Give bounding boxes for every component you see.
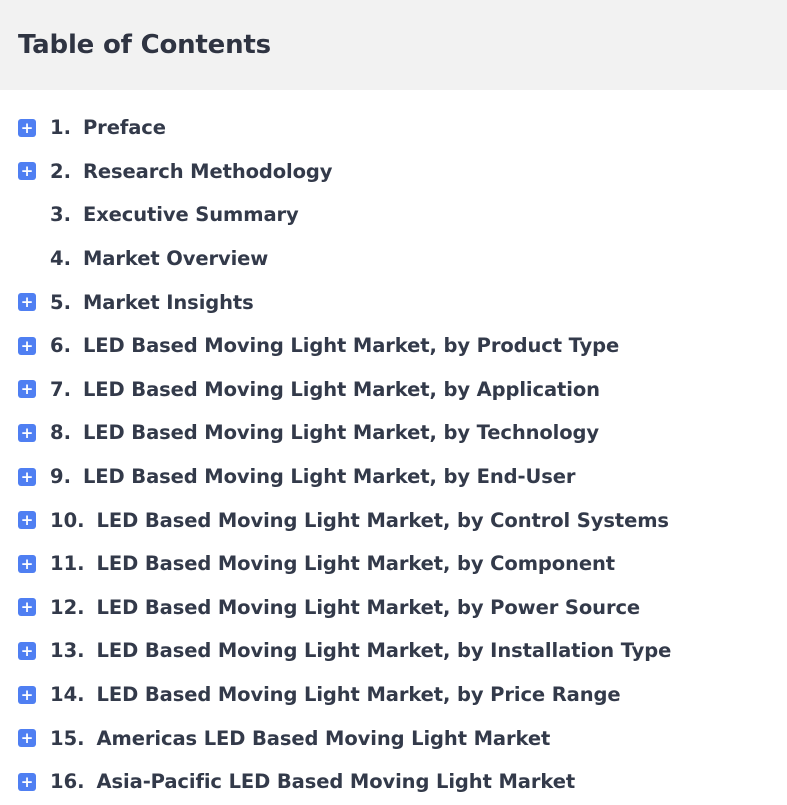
toc-item-label[interactable]: Market Insights [82, 290, 254, 314]
expand-plus-icon[interactable]: + [18, 468, 36, 486]
toc-item-number: 11. [50, 552, 85, 576]
toc-item-label[interactable]: Research Methodology [82, 159, 333, 183]
expand-plus-icon[interactable]: + [18, 511, 36, 529]
toc-item-label[interactable]: LED Based Moving Light Market, by Control Systems [96, 508, 669, 532]
toc-item-label[interactable]: LED Based Moving Light Market, by Application [82, 377, 600, 401]
toc-item-number: 6. [50, 334, 71, 358]
toc-item[interactable] [0, 673, 787, 717]
expand-plus-icon[interactable]: + [18, 337, 36, 355]
toc-item-number: 7. [50, 377, 71, 401]
toc-item-number: 13. [50, 639, 85, 663]
toc-item-number: 9. [50, 465, 71, 489]
toc-item-label[interactable]: LED Based Moving Light Market, by Installation Type [96, 639, 672, 663]
toc-item[interactable] [0, 455, 787, 499]
toc-item[interactable] [0, 324, 787, 368]
toc-item[interactable] [0, 716, 787, 760]
expand-plus-icon[interactable]: + [18, 380, 36, 398]
toc-item-number: 1. [50, 116, 71, 140]
toc-item-number: 14. [50, 683, 85, 707]
expand-plus-icon[interactable]: + [18, 119, 36, 137]
toc-item-label[interactable]: Executive Summary [82, 203, 299, 227]
toc-item[interactable] [0, 237, 787, 281]
toc-item[interactable] [0, 629, 787, 673]
expand-plus-icon[interactable]: + [18, 162, 36, 180]
expand-plus-icon[interactable]: + [18, 555, 36, 573]
page-title: Table of Contents [18, 30, 271, 60]
expand-plus-icon[interactable]: + [18, 598, 36, 616]
toc-item-number: 2. [50, 159, 71, 183]
toc-item[interactable] [0, 542, 787, 586]
toc-item-number: 3. [50, 203, 71, 227]
toc-item-label[interactable]: Americas LED Based Moving Light Market [96, 726, 551, 750]
toc-list [0, 90, 787, 804]
toc-item-label[interactable]: LED Based Moving Light Market, by End-User [82, 465, 576, 489]
toc-item[interactable] [0, 368, 787, 412]
expand-plus-icon[interactable]: + [18, 424, 36, 442]
toc-item-label[interactable]: LED Based Moving Light Market, by Power Source [96, 595, 641, 619]
toc-item-number: 4. [50, 247, 71, 271]
toc-item[interactable] [0, 280, 787, 324]
expand-plus-icon[interactable]: + [18, 642, 36, 660]
toc-item-number: 8. [50, 421, 71, 445]
toc-item-number: 5. [50, 290, 71, 314]
toc-item[interactable] [0, 193, 787, 237]
expand-plus-icon[interactable]: + [18, 686, 36, 704]
toc-item[interactable] [0, 760, 787, 804]
expand-spacer [18, 206, 36, 224]
toc-header [0, 0, 787, 90]
toc-item-label[interactable]: Asia-Pacific LED Based Moving Light Market [96, 770, 576, 794]
expand-spacer [18, 250, 36, 268]
toc-item-label[interactable]: Preface [82, 116, 166, 140]
expand-plus-icon[interactable]: + [18, 729, 36, 747]
toc-item[interactable] [0, 586, 787, 630]
toc-item-number: 10. [50, 508, 85, 532]
toc-item-number: 16. [50, 770, 85, 794]
expand-plus-icon[interactable]: + [18, 773, 36, 791]
toc-item[interactable] [0, 106, 787, 150]
toc-item-label[interactable]: Market Overview [82, 247, 269, 271]
toc-item-number: 15. [50, 726, 85, 750]
toc-item-label[interactable]: LED Based Moving Light Market, by Price Range [96, 683, 621, 707]
toc-item-label[interactable]: LED Based Moving Light Market, by Component [96, 552, 615, 576]
expand-plus-icon[interactable]: + [18, 293, 36, 311]
toc-item[interactable] [0, 411, 787, 455]
toc-item-label[interactable]: LED Based Moving Light Market, by Product Type [82, 334, 620, 358]
toc-item[interactable] [0, 150, 787, 194]
toc-item-number: 12. [50, 595, 85, 619]
toc-item[interactable] [0, 498, 787, 542]
toc-item-label[interactable]: LED Based Moving Light Market, by Technology [82, 421, 600, 445]
